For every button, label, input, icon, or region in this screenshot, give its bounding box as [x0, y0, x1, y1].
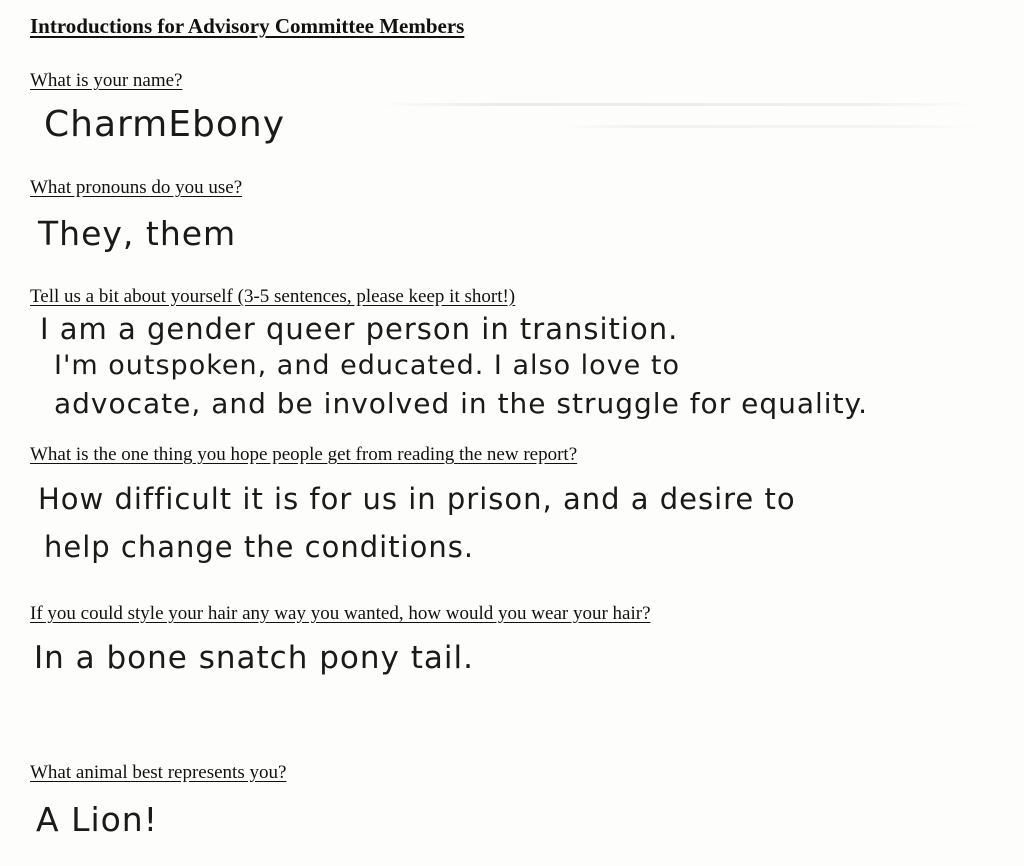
answer-about-line-3: advocate, and be involved in the struggle for equality. — [54, 387, 869, 420]
answer-hair-style: In a bone snatch pony tail. — [34, 640, 474, 676]
answer-pronouns: They, them — [38, 214, 237, 253]
answer-name: CharmEbony — [44, 104, 285, 145]
answer-about-line-1: I am a gender queer person in transition. — [40, 312, 679, 346]
answer-hope-line-1: How difficult it is for us in prison, and a desire to — [38, 482, 796, 516]
answer-about-line-2: I'm outspoken, and educated. I also love to — [54, 350, 680, 381]
question-hope-report: What is the one thing you hope people get from reading the new report? — [30, 444, 578, 465]
question-name: What is your name? — [30, 70, 183, 91]
answer-hope-line-2: help change the conditions. — [44, 530, 475, 564]
scan-artifact — [560, 125, 980, 128]
question-hair-style: If you could style your hair any way you wanted, how would you wear your hair? — [30, 603, 651, 624]
question-about-yourself: Tell us a bit about yourself (3-5 sentences, please keep it short!) — [30, 286, 516, 307]
form-title: Introductions for Advisory Committee Members — [30, 14, 465, 38]
scan-artifact — [380, 103, 980, 106]
answer-animal: A Lion! — [36, 800, 158, 839]
question-pronouns: What pronouns do you use? — [30, 177, 243, 198]
question-animal: What animal best represents you? — [30, 762, 287, 783]
